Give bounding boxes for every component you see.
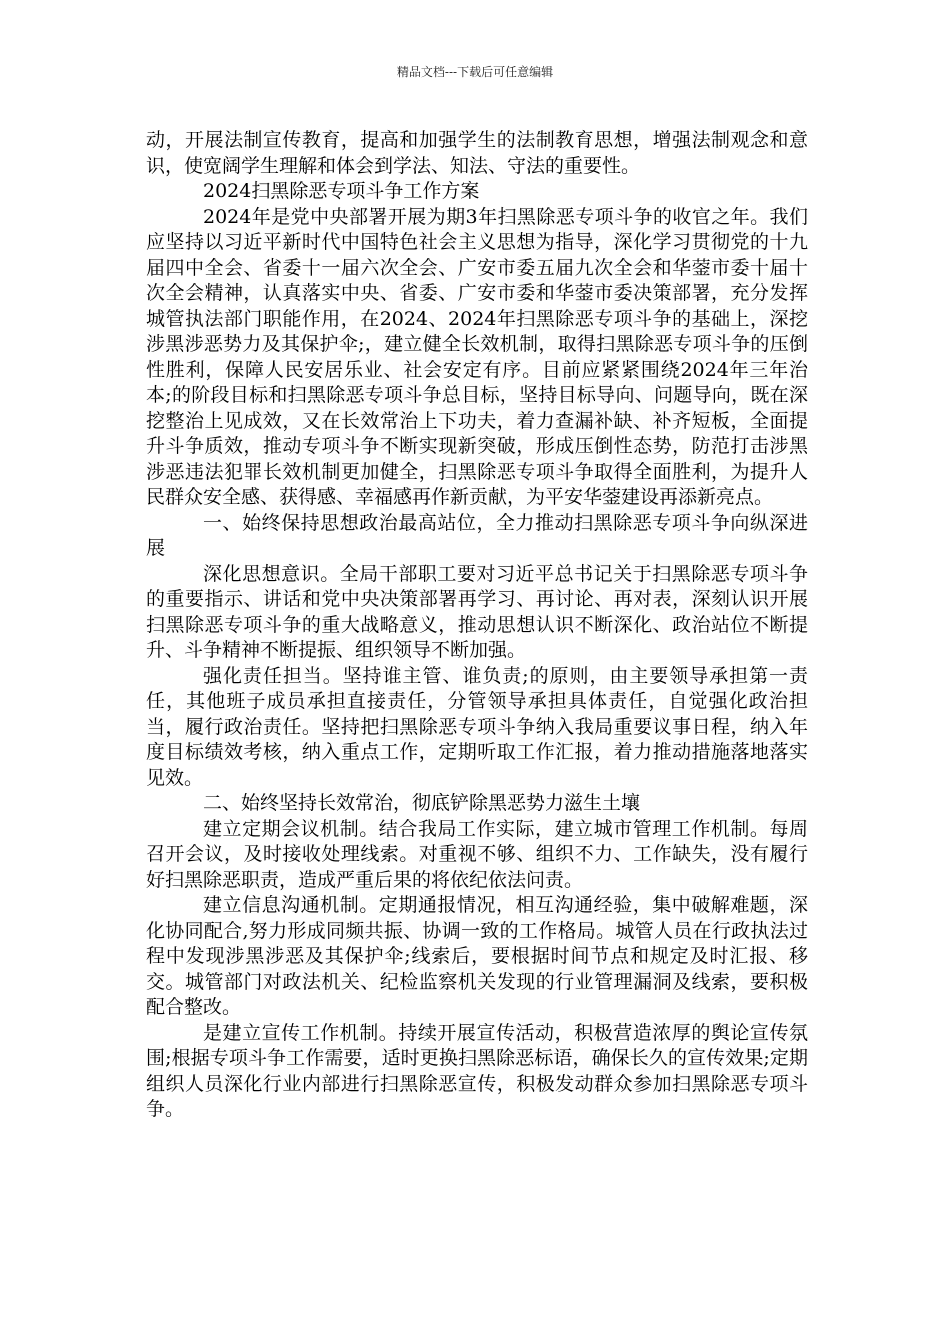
paragraph-continuation: 动，开展法制宣传教育，提高和加强学生的法制教育思想，增强法制观念和意识，使宽阔学生理解和体会到学法、知法、守法的重要性。 xyxy=(146,129,808,177)
document-body xyxy=(146,128,808,1123)
document-title: 2024扫黑除恶专项斗争工作方案 xyxy=(203,180,480,202)
paragraph-ideology: 深化思想意识。全局干部职工要对习近平总书记关于扫黑除恶专项斗争的重要指示、讲话和党中央决策部署再学习、再讨论、再对表，深刻认识开展扫黑除恶专项斗争的重大战略意义，推动思想认识不断深化、政治站位不断提升、斗争精神不断提振、组织领导不断加强。 xyxy=(146,562,808,661)
paragraph-intro: 2024年是党中央部署开展为期3年扫黑除恶专项斗争的收官之年。我们应坚持以习近平新时代中国特色社会主义思想为指导，深化学习贯彻党的十九届四中全会、省委十一届六次全会、广安市委五届九次全会和华蓥市委十届十次全会精神，认真落实中央、省委、广安市委和华蓥市委决策部署，充分发挥城管执法部门职能作用，在2024、2024年扫黑除恶专项斗争的基础上，深挖涉黑涉恶势力及其保护伞;，建立健全长效机制，取得扫黑除恶专项斗争的压倒性胜利，保障人民安居乐业、社会安定有序。目前应紧紧围绕2024年三年治本;的阶段目标和扫黑除恶专项斗争总目标，坚持目标导向、问题导向，既在深挖整治上见成效，又在长效常治上下功夫，着力查漏补缺、补齐短板，全面提升斗争质效，推动专项斗争不断实现新突破，形成压倒性态势，防范打击涉黑涉恶违法犯罪长效机制更加健全，扫黑除恶专项斗争取得全面胜利，为提升人民群众安全感、获得感、幸福感再作新贡献，为平安华蓥建设再添新亮点。 xyxy=(146,205,808,508)
paragraph-publicity-mechanism: 是建立宣传工作机制。持续开展宣传活动，积极营造浓厚的舆论宣传氛围;根据专项斗争工作需要，适时更换扫黑除恶标语，确保长久的宣传效果;定期组织人员深化行业内部进行扫黑除恶宣传，积极发动群众参加扫黑除恶专项斗争。 xyxy=(146,1021,808,1120)
section-heading-2: 二、始终坚持长效常治，彻底铲除黑恶势力滋生土壤 xyxy=(203,792,641,814)
paragraph-communication-mechanism: 建立信息沟通机制。定期通报情况，相互沟通经验，集中破解难题，深化协同配合,努力形成同频共振、协调一致的工作格局。城管人员在行政执法过程中发现涉黑涉恶及其保护伞;线索后，要根据时间节点和规定及时汇报、移交。城管部门对政法机关、纪检监察机关发现的行业管理漏洞及线索，要积极配合整改。 xyxy=(146,894,808,1018)
paragraph-responsibility: 强化责任担当。坚持谁主管、谁负责;的原则，由主要领导承担第一责任，其他班子成员承担直接责任，分管领导承担具体责任，自觉强化政治担当，履行政治责任。坚持把扫黑除恶专项斗争纳入我局重要议事日程，纳入年度目标绩效考核，纳入重点工作，定期听取工作汇报，着力推动措施落地落实见效。 xyxy=(146,664,808,789)
section-heading-1: 一、始终保持思想政治最高站位，全力推动扫黑除恶专项斗争向纵深进展 xyxy=(146,511,808,559)
page-header: 精品文档---下载后可任意编辑 xyxy=(396,65,554,79)
paragraph-meeting-mechanism: 建立定期会议机制。结合我局工作实际，建立城市管理工作机制。每周召开会议，及时接收处理线索。对重视不够、组织不力、工作缺失，没有履行好扫黑除恶职责，造成严重后果的将依纪依法问责。 xyxy=(146,817,808,891)
